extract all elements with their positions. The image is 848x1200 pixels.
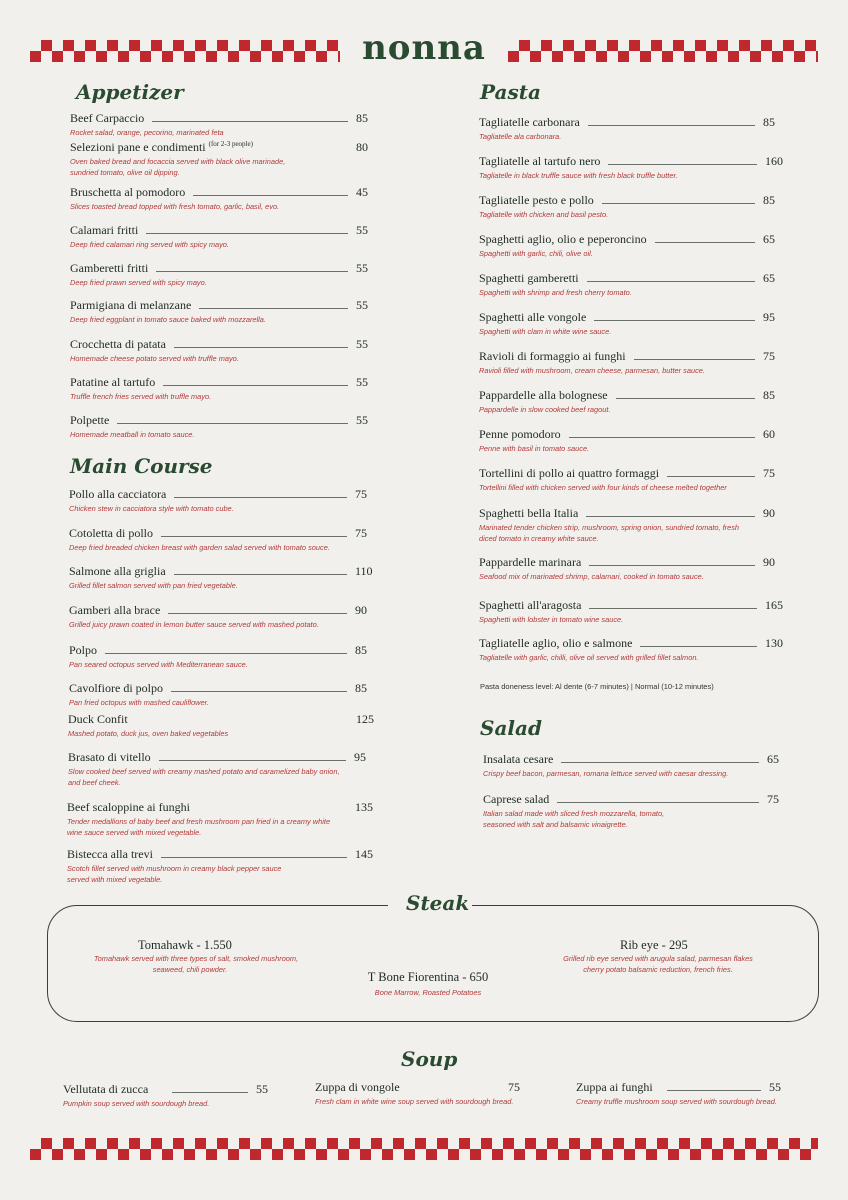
menu-item: Salmone alla griglia 110 Grilled fillet salmon served with pan fried vegetable. <box>69 564 373 590</box>
menu-item: Polpette 55 Homemade meatball in tomato sauce. <box>70 413 368 439</box>
menu-item: Bruschetta al pomodoro 45 Slices toasted bread topped with fresh tomato, garlic, basil, evo. <box>70 185 368 211</box>
menu-item: Beef scaloppine ai funghi 135 Tender medallions of baby beef and fresh mushroom pan fried in a creamy white wine sauce served with mixed vegetable. <box>67 800 373 837</box>
section-title-soup: Soup <box>401 1047 458 1071</box>
menu-item: Pappardelle marinara 90 Seafood mix of marinated shrimp, calamari, cooked in tomato sauce. <box>479 555 775 581</box>
menu-item: Brasato di vitello 95 Slow cooked beef served with creamy mashed potato and caramelized baby onion, and beef cheek. <box>68 750 366 787</box>
menu-item: Parmigiana di melanzane 55 Deep fried eggplant in tomato sauce baked with mozzarella. <box>70 298 368 324</box>
steak-item: Rib eye - 295 Grilled rib eye served with arugula salad, parmesan flakes cherry potato balsamic reduction, french fries. <box>563 938 753 974</box>
menu-item: Insalata cesare 65 Crispy beef bacon, parmesan, romana lettuce served with caesar dressing. <box>483 752 779 778</box>
menu-item: Spaghetti aglio, olio e peperoncino 65 Spaghetti with garlic, chili, olive oil. <box>479 232 775 258</box>
menu-item: Duck Confit 125 Mashed potato, duck jus, oven baked vegetables <box>68 712 374 738</box>
steak-item: Tomahawk - 1.550 Tomahawk served with three types of salt, smoked mushroom, seaweed, chili powder. <box>93 938 299 974</box>
section-title-appetizer: Appetizer <box>76 80 184 104</box>
menu-item: Pollo alla cacciatora 75 Chicken stew in cacciatora style with tomato cube. <box>69 487 367 513</box>
section-title-pasta: Pasta <box>480 80 541 104</box>
menu-item: Bistecca alla trevi 145 Scotch fillet served with mushroom in creamy black pepper sauce served with mixed vegetable. <box>67 847 373 884</box>
menu-item: Vellutata di zucca 55 Pumpkin soup served with sourdough bread. <box>63 1082 268 1108</box>
menu-item: Tagliatelle pesto e pollo 85 Tagliatelle with chicken and basil pesto. <box>479 193 775 219</box>
menu-item: Zuppa di vongole 75 Fresh clam in white wine soup served with sourdough bread. <box>315 1080 520 1106</box>
menu-item: Spaghetti bella Italia 90 Marinated tender chicken strip, mushroom, spring onion, sundried tomato, fresh diced tomato in creamy white sauce. <box>479 506 775 543</box>
menu-item: Gamberetti fritti 55 Deep fried prawn served with spicy mayo. <box>70 261 368 287</box>
checker-band-bottom <box>30 1138 818 1160</box>
menu-item: Spaghetti alle vongole 95 Spaghetti with clam in white wine sauce. <box>479 310 775 336</box>
menu-item: Gamberi alla brace 90 Grilled juicy prawn coated in lemon butter sauce served with mashed potato. <box>69 603 367 629</box>
menu-item: Polpo 85 Pan seared octopus served with Mediterranean sauce. <box>69 643 367 669</box>
menu-item: Crocchetta di patata 55 Homemade cheese potato served with truffle mayo. <box>70 337 368 363</box>
menu-item: Tagliatelle aglio, olio e salmone 130 Tagliatelle with garlic, chilli, olive oil served with grilled fillet salmon. <box>479 636 783 662</box>
checker-band-top-left <box>30 40 340 62</box>
menu-item: Spaghetti all'aragosta 165 Spaghetti with lobster in tomato wine sauce. <box>479 598 783 624</box>
menu-item: Penne pomodoro 60 Penne with basil in tomato sauce. <box>479 427 775 453</box>
menu-item: Tortellini di pollo ai quattro formaggi 75 Tortellini filled with chicken served with four kinds of cheese melted together <box>479 466 775 492</box>
menu-item: Zuppa ai funghi 55 Creamy truffle mushroom soup served with sourdough bread. <box>576 1080 781 1106</box>
section-title-steak: Steak <box>406 891 470 915</box>
menu-item: Tagliatelle al tartufo nero 160 Tagliatelle in black truffle sauce with fresh black truffle butter. <box>479 154 783 180</box>
section-title-main-course: Main Course <box>70 454 213 478</box>
menu-item: Caprese salad 75 Italian salad made with sliced fresh mozzarella, tomato, seasoned with salt and balsamic vinaigrette. <box>483 792 779 829</box>
menu-item: Patatine al tartufo 55 Truffle french fries served with truffle mayo. <box>70 375 368 401</box>
menu-item: Beef Carpaccio 85 Rocket salad, orange, pecorino, marinated feta <box>70 111 368 137</box>
menu-item: Calamari fritti 55 Deep fried calamari ring served with spicy mayo. <box>70 223 368 249</box>
pasta-doneness-note: Pasta doneness level: Al dente (6-7 minutes) | Normal (10-12 minutes) <box>480 682 714 691</box>
menu-item: Cavolfiore di polpo 85 Pan fried octopus with mashed cauliflower. <box>69 681 367 707</box>
steak-item: T Bone Fiorentina - 650 Bone Marrow, Roasted Potatoes <box>367 970 489 997</box>
menu-item: Selezioni pane e condimenti $^{(for 2-3 people)}$ 80 Oven baked bread and focaccia served with black olive marinade, sundried tomato, olive oil dipping. <box>70 140 368 177</box>
section-title-salad: Salad <box>480 716 542 740</box>
brand-logo: nonna <box>362 28 486 68</box>
menu-item: Cotoletta di pollo 75 Deep fried breaded chicken breast with garden salad served with tomato souce. <box>69 526 367 552</box>
menu-item: Tagliatelle carbonara 85 Tagliatelle ala carbonara. <box>479 115 775 141</box>
menu-item: Spaghetti gamberetti 65 Spaghetti with shrimp and fresh cherry tomato. <box>479 271 775 297</box>
menu-item: Ravioli di formaggio ai funghi 75 Ravioli filled with mushroom, cream cheese, parmesan, butter sauce. <box>479 349 775 375</box>
menu-item: Pappardelle alla bolognese 85 Pappardelle in slow cooked beef ragout. <box>479 388 775 414</box>
checker-band-top-right <box>508 40 818 62</box>
